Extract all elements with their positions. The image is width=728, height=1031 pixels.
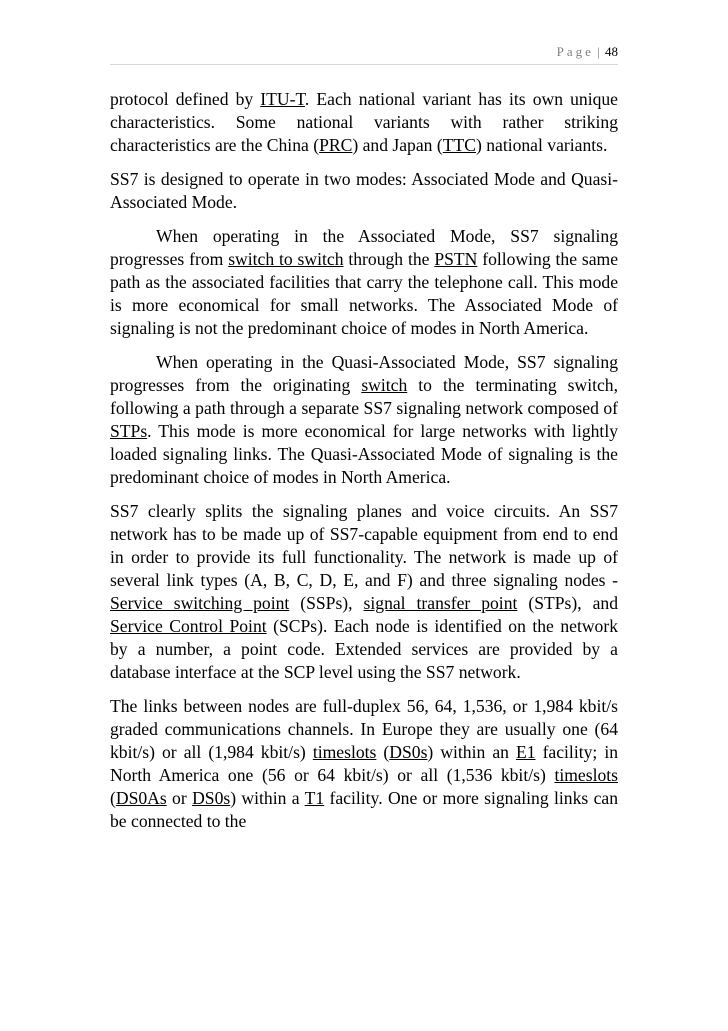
text-run: through the <box>343 249 435 269</box>
paragraph <box>110 88 618 157</box>
hyperlink[interactable]: Service switching point <box>110 593 290 613</box>
page-label: Page <box>556 44 594 59</box>
text-run: ) and Japan ( <box>352 135 443 155</box>
text-run: When operating in the Quasi-Associated Mode, SS7 signaling progresses from the originating <box>110 352 618 395</box>
paragraph <box>110 168 618 214</box>
text-run: . This mode is more economical for large networks with lightly loaded signaling links. The Quasi-Associated Mode of signaling is the predominant choice of modes in North America. <box>110 421 618 487</box>
page-number: 48 <box>605 44 618 59</box>
hyperlink[interactable]: Service Control Point <box>110 616 267 636</box>
text-run: to the terminating switch, following a path through a separate SS7 signaling network composed of <box>110 375 618 418</box>
text-run: or <box>166 788 193 808</box>
text-run: ( <box>376 742 390 762</box>
hyperlink[interactable]: T1 <box>304 788 325 808</box>
hyperlink[interactable]: PSTN <box>434 249 478 269</box>
body-text <box>110 88 618 833</box>
text-run: facility; in North America one (56 or 64 kbit/s) or all (1,536 kbit/s) <box>110 742 619 785</box>
hyperlink[interactable]: switch to switch <box>228 249 344 269</box>
text-run: SS7 clearly splits the signaling planes and voice circuits. An SS7 network has to be made up of SS7-capable equipment from end to end in order to provide its full functionality. The network is made up of several link types (A, B, C, D, E, and F) and three signaling nodes - <box>110 501 618 590</box>
paragraph <box>110 500 618 684</box>
text-run: protocol defined by <box>110 89 261 109</box>
header-separator: | <box>597 44 600 59</box>
text-run: The links between nodes are full-duplex 56, 64, 1,536, or 1,984 kbit/s graded communications channels. In Europe they are usually one (64 kbit/s) or all (1,984 kbit/s) <box>110 696 618 762</box>
text-run: following the same path as the associated facilities that carry the telephone call. This mode is more economical for small networks. The Associated Mode of signaling is not the predominant choice of modes in North America. <box>110 249 619 338</box>
hyperlink[interactable]: STPs <box>110 421 148 441</box>
hyperlink[interactable]: TTC <box>442 135 476 155</box>
text-run: . Each national variant has its own unique characteristics. Some national variants with rather striking characteristics are the China ( <box>110 89 618 155</box>
hyperlink[interactable]: DS0s <box>192 788 231 808</box>
hyperlink[interactable]: timeslots <box>554 765 618 785</box>
hyperlink[interactable]: switch <box>361 375 408 395</box>
hyperlink[interactable]: E1 <box>515 742 536 762</box>
text-run: (SCPs). Each node is identified on the network by a number, a point code. Extended services are provided by a database interface at the SCP level using the SS7 network. <box>110 616 619 682</box>
text-run: ) within an <box>427 742 516 762</box>
text-run: (SSPs), <box>289 593 364 613</box>
text-run: ) national variants. <box>475 135 608 155</box>
hyperlink[interactable]: PRC <box>319 135 353 155</box>
paragraph <box>110 351 618 489</box>
hyperlink[interactable]: signal transfer point <box>363 593 518 613</box>
hyperlink[interactable]: timeslots <box>312 742 377 762</box>
hyperlink[interactable]: DS0s <box>389 742 428 762</box>
hyperlink[interactable]: ITU-T <box>260 89 305 109</box>
text-run: ) within a <box>230 788 305 808</box>
page-header <box>110 42 618 65</box>
text-run: ( <box>110 788 116 808</box>
text-run: facility. One or more signaling links can be connected to the <box>110 788 618 831</box>
text-run: When operating in the Associated Mode, SS7 signaling progresses from <box>110 226 618 269</box>
text-run: (STPs), and <box>517 593 619 613</box>
text-run: SS7 is designed to operate in two modes: Associated Mode and Quasi-Associated Mode. <box>110 169 618 212</box>
hyperlink[interactable]: DS0As <box>115 788 167 808</box>
paragraph <box>110 695 618 833</box>
paragraph <box>110 225 618 340</box>
